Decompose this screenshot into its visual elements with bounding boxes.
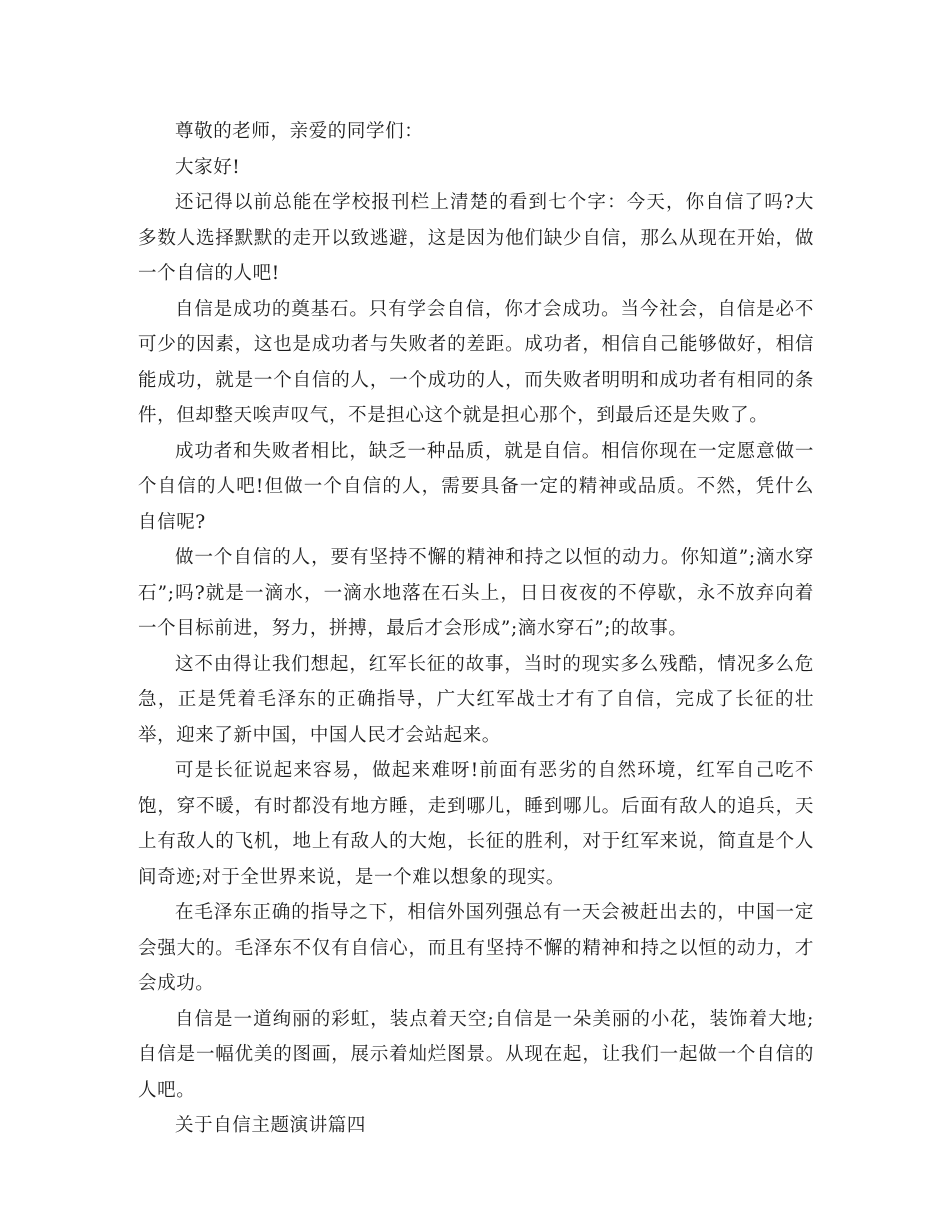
document-body [138,114,814,1144]
paragraph: 可是长征说起来容易，做起来难呀!前面有恶劣的自然环境，红军自己吃不饱，穿不暖，有时都没有地方睡，走到哪儿，睡到哪儿。后面有敌人的追兵，天上有敌人的飞机，地上有敌人的大炮，长征的胜利，对于红军来说，简直是个人间奇迹;对于全世界来说，是一个难以想象的现实。 [138,760,814,888]
paragraph: 成功者和失败者相比，缺乏一种品质，就是自信。相信你现在一定愿意做一个自信的人吧!但做一个自信的人，需要具备一定的精神或品质。不然，凭什么自信呢? [138,440,814,533]
paragraph: 还记得以前总能在学校报刊栏上清楚的看到七个字：今天，你自信了吗?大多数人选择默默的走开以致逃避，这是因为他们缺少自信，那么从现在开始，做一个自信的人吧! [138,192,814,284]
paragraph: 做一个自信的人，要有坚持不懈的精神和持之以恒的动力。你知道”;滴水穿石”;吗?就是一滴水，一滴水地落在石头上，日日夜夜的不停歇，永不放弃向着一个目标前进，努力，拼搏，最后才会形成”;滴水穿石”;的故事。 [138,547,814,639]
paragraph: 自信是成功的奠基石。只有学会自信，你才会成功。当今社会，自信是必不可少的因素，这也是成功者与失败者的差距。成功者，相信自己能够做好，相信能成功，就是一个自信的人，一个成功的人，而失败者明明和成功者有相同的条件，但却整天唉声叹气，不是担心这个就是担心那个，到最后还是失败了。 [138,298,814,426]
paragraph: 在毛泽东正确的指导之下，相信外国列强总有一天会被赶出去的，中国一定会强大的。毛泽东不仅有自信心，而且有坚持不懈的精神和持之以恒的动力，才会成功。 [138,902,814,994]
section-heading: 关于自信主题演讲篇四 [175,1115,367,1136]
paragraph: 这不由得让我们想起，红军长征的故事，当时的现实多么残酷，情况多么危急，正是凭着毛泽东的正确指导，广大红军战士才有了自信，完成了长征的壮举，迎来了新中国，中国人民才会站起来。 [138,653,814,746]
hello-line: 大家好! [175,156,241,178]
greeting-line: 尊敬的老师，亲爱的同学们： [175,121,424,142]
paragraph: 自信是一道绚丽的彩虹，装点着天空;自信是一朵美丽的小花，装饰着大地;自信是一幅优美的图画，展示着灿烂图景。从现在起，让我们一起做一个自信的人吧。 [138,1008,814,1101]
